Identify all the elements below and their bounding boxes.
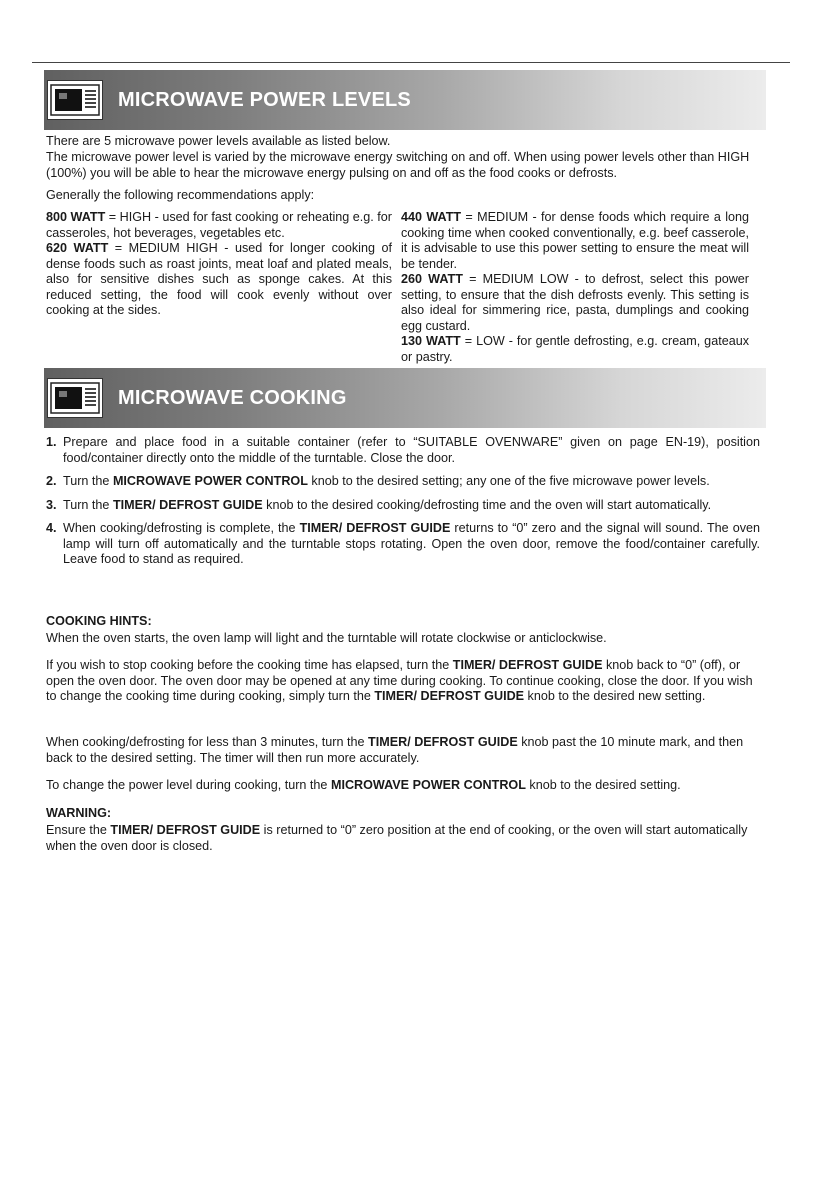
power-intro-3: Generally the following recommendations apply: bbox=[46, 188, 315, 202]
cooking-step: 3. Turn the TIMER/ DEFROST GUIDE knob to the desired cooking/defrosting time and the oven will start automatically. bbox=[46, 497, 712, 512]
power-level-item: 800 WATT = HIGH - used for fast cooking or reheating e.g. for casseroles, hot beverages, vegetables etc. bbox=[46, 210, 393, 240]
power-levels-title: MICROWAVE POWER LEVELS bbox=[118, 89, 411, 111]
power-level-item: 620 WATT = MEDIUM HIGH - used for longer cooking of dense foods such as roast joints, meat loaf and plated meals, also for sensitive dishes such as sponge cakes. At this reduced setting, the food will cook evenly without over cooking at the sides. bbox=[46, 241, 392, 317]
cooking-hint-1: When the oven starts, the oven lamp will light and the turntable will rotate clockwise or anticlockwise. bbox=[46, 631, 607, 645]
power-intro-1: There are 5 microwave power levels available as listed below. bbox=[46, 134, 391, 148]
cooking-banner bbox=[44, 368, 766, 428]
power-levels-left-column bbox=[46, 210, 392, 319]
cooking-step: 2. Turn the MICROWAVE POWER CONTROL knob to the desired setting; any one of the five microwave power levels. bbox=[46, 474, 710, 488]
cooking-hints-heading: COOKING HINTS: bbox=[46, 614, 152, 628]
power-levels-banner bbox=[44, 70, 766, 130]
microwave-icon bbox=[47, 80, 103, 120]
power-level-item: 440 WATT = MEDIUM - for dense foods which require a long cooking time when cooked conventionally, e.g. beef casserole, it is advisable to use this power setting to ensure the meat will be tender. bbox=[401, 210, 749, 271]
cooking-step: 1. Prepare and place food in a suitable container (refer to “SUITABLE OVENWARE” given on page EN-19), position food/container directly onto the middle of the turntable. Close the door. bbox=[46, 435, 760, 465]
cooking-title: MICROWAVE COOKING bbox=[118, 387, 347, 409]
power-level-item: 130 WATT = LOW - for gentle defrosting, e.g. cream, gateaux or pastry. bbox=[401, 334, 750, 364]
cooking-step: 4. When cooking/defrosting is complete, the TIMER/ DEFROST GUIDE returns to “0” zero and the signal will sound. The oven lamp will turn off automatically and the turntable stops rotating. Open the oven door, remove the food/container carefully. Leave food to stand as required. bbox=[46, 521, 761, 566]
power-intro-2: The microwave power level is varied by the microwave energy switching on and off. When using power levels other than HIGH (100%) you will be able to hear the microwave energy pulsing on and off as the food cooks or defrosts. bbox=[46, 150, 750, 180]
cooking-steps bbox=[46, 435, 760, 576]
warning-heading: WARNING: bbox=[46, 806, 112, 820]
cooking-hint-2: If you wish to stop cooking before the cooking time has elapsed, turn the TIMER/ DEFROST GUIDE knob back to “0” (off), or open the oven door. The oven door may be opened at any time during cooking. To continue cooking, close the door. If you wish to change the cooking time during cooking, simply turn the TIMER/ DEFROST GUIDE knob to the desired new setting. bbox=[46, 658, 753, 703]
microwave-icon bbox=[47, 378, 103, 418]
power-level-item: 260 WATT = MEDIUM LOW - to defrost, select this power setting, to ensure that the dish defrosts evenly. This setting is also ideal for simmering rice, pasta, dumplings and cooking egg custard. bbox=[401, 272, 749, 333]
cooking-hint-4: To change the power level during cooking, turn the MICROWAVE POWER CONTROL knob to the desired setting. bbox=[46, 778, 681, 792]
top-rule bbox=[32, 62, 790, 63]
warning-text: Ensure the TIMER/ DEFROST GUIDE is returned to “0” zero position at the end of cooking, or the oven will start automatically when the oven door is closed. bbox=[46, 823, 748, 853]
power-levels-right-column bbox=[401, 210, 749, 365]
cooking-hint-3: When cooking/defrosting for less than 3 minutes, turn the TIMER/ DEFROST GUIDE knob past the 10 minute mark, and then back to the desired setting. The timer will then run more accurately. bbox=[46, 735, 744, 765]
